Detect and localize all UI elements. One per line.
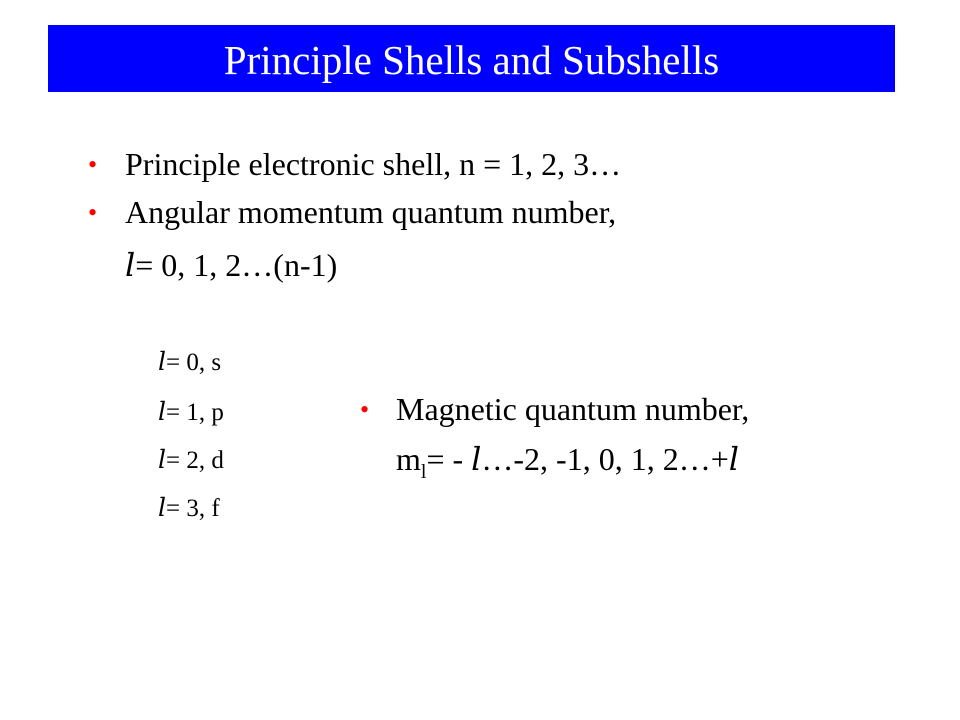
subshell-text: = 0, s: [166, 349, 222, 376]
magnetic-eq: = -: [426, 441, 464, 477]
subshell-text: = 1, p: [166, 399, 224, 426]
subshell-d: [158, 446, 224, 475]
l-symbol: l: [158, 445, 166, 474]
bullet-magnetic-line1: Magnetic quantum number,: [396, 391, 750, 427]
bullet-angular-momentum-line2: [125, 247, 337, 284]
bullet-magnetic-line2: [396, 441, 739, 491]
bullet-dot: •: [360, 395, 370, 424]
l-symbol: l: [158, 493, 166, 522]
subshell-s: [158, 348, 221, 377]
page-title: Principle Shells and Subshells: [223, 37, 720, 83]
m-subscript: l: [420, 461, 427, 483]
subshell-f: [158, 494, 220, 523]
m-symbol: m: [396, 441, 421, 477]
angular-range: = 0, 1, 2…(n-1): [135, 247, 338, 283]
subshell-text: = 2, d: [166, 447, 224, 474]
l-symbol: l: [158, 397, 166, 426]
l-symbol: l: [471, 440, 482, 478]
bullet-angular-momentum-line1: Angular momentum quantum number,: [125, 194, 617, 230]
subshell-text: = 3, f: [166, 495, 220, 522]
subshell-p: [158, 398, 224, 427]
magnetic-range: …-2, -1, 0, 1, 2…+: [481, 441, 729, 477]
l-symbol: l: [125, 246, 136, 284]
bullet-dot: •: [88, 150, 98, 179]
l-symbol: l: [728, 440, 739, 478]
title-bar: [48, 25, 895, 92]
l-symbol: l: [158, 347, 166, 376]
bullet-dot: •: [88, 198, 98, 227]
bullet-principle-shell: Principle electronic shell, n = 1, 2, 3…: [125, 146, 622, 182]
